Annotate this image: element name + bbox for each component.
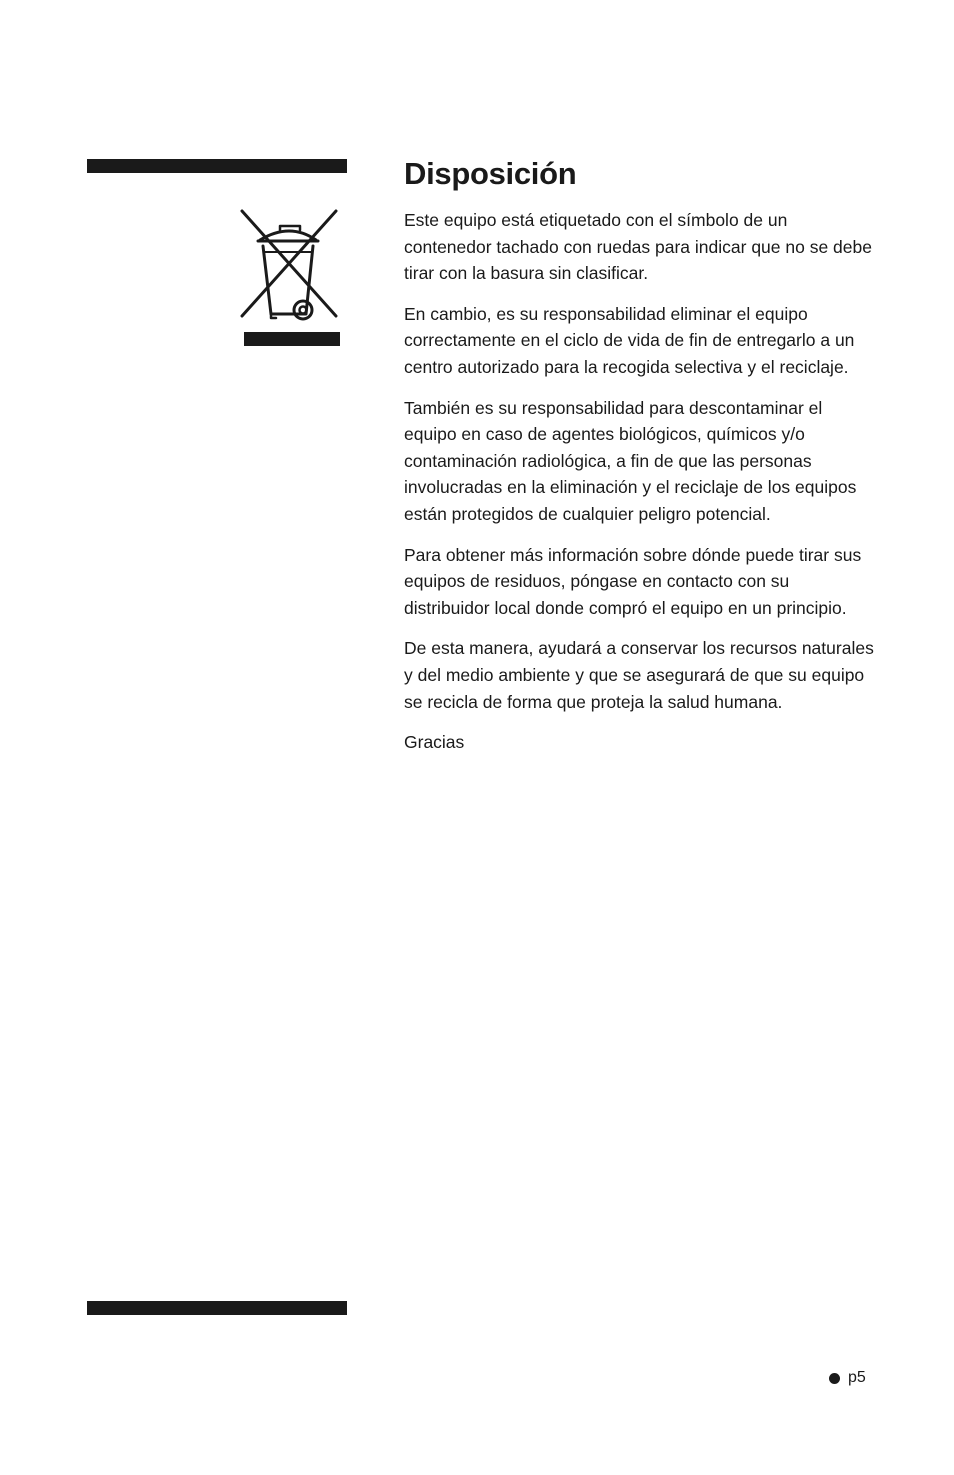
paragraph: De esta manera, ayudará a conservar los recursos naturales y del medio ambiente y que se asegurará de que su equipo se recicla de forma que proteja la salud humana. <box>404 638 874 712</box>
paragraph: También es su responsabilidad para descontaminar el equipo en caso de agentes biológicos, químicos y/o contaminación radiológica, a fin de que las personas involucradas en la eliminación y el reciclaje de los equipos están protegidos de cualquier peligro potencial. <box>404 397 857 524</box>
bottom-divider-bar <box>87 1301 347 1315</box>
paragraph: Para obtener más información sobre dónde puede tirar sus equipos de residuos, póngase en contacto con su distribuidor local donde compró el equipo en un principio. <box>404 544 862 618</box>
paragraph: En cambio, es su responsabilidad eliminar el equipo correctamente en el ciclo de vida de fin de entregarlo a un centro autorizado para la recogida selectiva y el reciclaje. <box>404 303 855 377</box>
section-title: Disposición <box>404 156 577 191</box>
page-number <box>829 1368 866 1388</box>
bullet-dot-icon <box>829 1373 840 1384</box>
closing-text: Gracias <box>404 732 465 753</box>
top-divider-bar <box>87 159 347 173</box>
paragraph: Este equipo está etiquetado con el símbolo de un contenedor tachado con ruedas para indicar que no se debe tirar con la basura sin clasificar. <box>404 210 872 284</box>
crossed-out-wheelie-bin-icon <box>236 206 344 348</box>
page-number-label: p5 <box>848 1369 866 1386</box>
disposal-section <box>404 152 874 770</box>
